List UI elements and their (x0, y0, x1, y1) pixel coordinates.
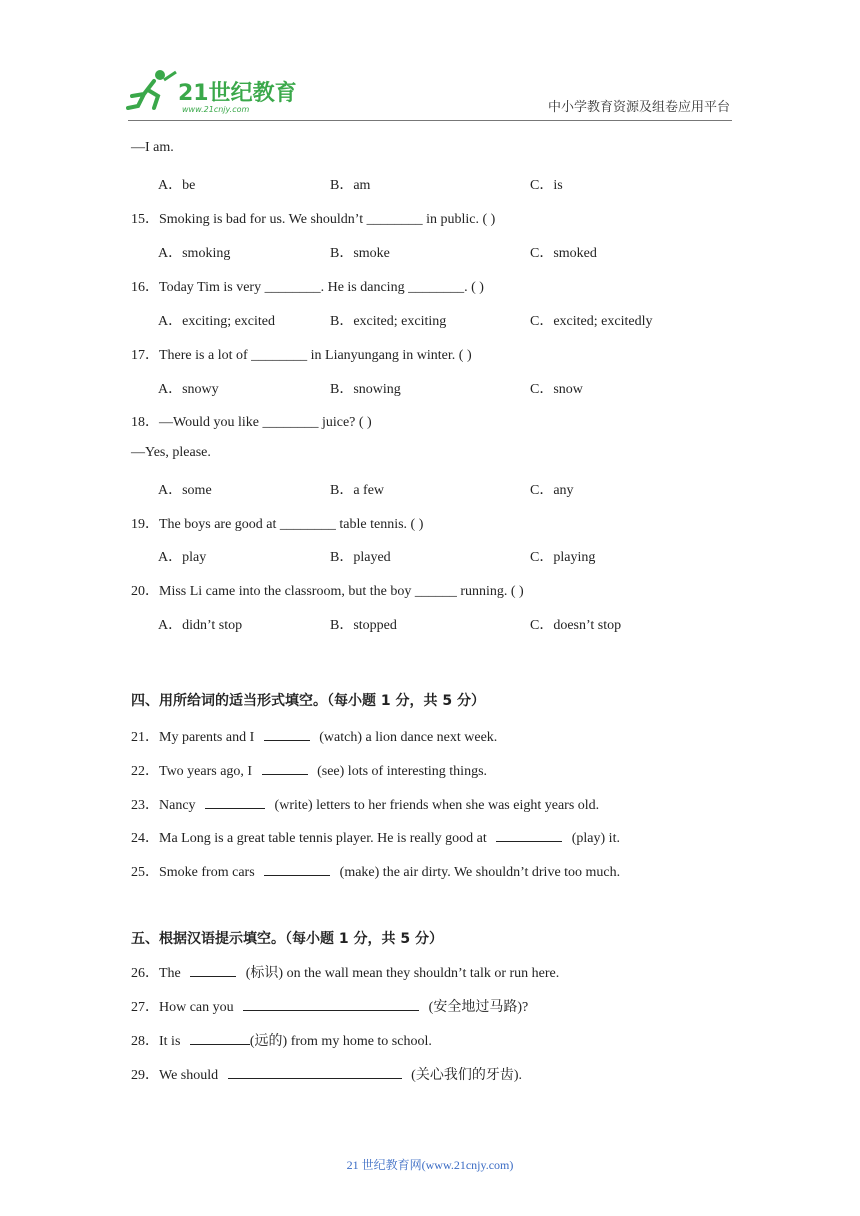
q26-text-after: (标识) on the wall mean they shouldn’t talk or run here. (242, 966, 560, 981)
q28-answer-blank[interactable] (190, 1032, 250, 1045)
q24-text-after: (play) it. (568, 831, 620, 846)
q16-text: 16．Today Tim is very ________. He is dancing ________. ( ) (131, 280, 484, 295)
q17-option-a: A．snowy (158, 382, 219, 397)
q21-answer-blank[interactable] (264, 728, 310, 741)
q19-option-b: B．played (330, 550, 391, 565)
q21-line (131, 726, 497, 746)
q16-option-c: C．excited; excitedly (530, 314, 653, 329)
q20-option-b: B．stopped (330, 618, 397, 633)
q17-option-c: C．snow (530, 382, 583, 397)
q18-text: 18．—Would you like ________ juice? ( ) (131, 415, 372, 430)
q20-option-a: A．didn’t stop (158, 618, 243, 633)
q28-line (131, 1030, 432, 1050)
q24-text-before: 24．Ma Long is a great table tennis player. He is really good at (131, 831, 491, 846)
q25-text-after: (make) the air dirty. We shouldn’t drive too much. (336, 865, 621, 880)
q26-text-before: 26．The (131, 966, 185, 981)
q20-option-c: C．doesn’t stop (530, 618, 622, 633)
q25-line (131, 861, 620, 881)
q19-option-a: A．play (158, 550, 207, 565)
q14-option-c: C．is (530, 178, 563, 193)
q25-text-before: 25．Smoke from cars (131, 865, 259, 880)
q21-text-before: 21．My parents and I (131, 730, 258, 745)
section-4-title: 四、用所给词的适当形式填空。（每小题 1 分，共 5 分） (131, 693, 485, 709)
q16-option-b: B．excited; exciting (330, 314, 447, 329)
q26-line (131, 962, 559, 982)
q15-option-b: B．smoke (330, 246, 390, 261)
q15-option-a: A．smoking (158, 246, 231, 261)
q23-text-before: 23．Nancy (131, 798, 200, 813)
q20-text: 20．Miss Li came into the classroom, but the boy ______ running. ( ) (131, 584, 524, 599)
q18-option-a: A．some (158, 483, 212, 498)
q24-line (131, 827, 620, 847)
q15-text: 15．Smoking is bad for us. We shouldn’t ________ in public. ( ) (131, 212, 496, 227)
q29-answer-blank[interactable] (228, 1066, 402, 1079)
q26-answer-blank[interactable] (190, 964, 236, 977)
q27-line (131, 996, 528, 1016)
q14-option-b: B．am (330, 178, 371, 193)
logo-text: 21世纪教育 (178, 81, 297, 106)
footer-link[interactable]: 21 世纪教育网(www.21cnjy.com) (346, 1158, 514, 1172)
section-5-title: 五、根据汉语提示填空。（每小题 1 分，共 5 分） (131, 931, 443, 947)
q14-option-a: A．be (158, 178, 196, 193)
q21-text-after: (watch) a lion dance next week. (315, 730, 498, 745)
q19-text: 19．The boys are good at ________ table tennis. ( ) (131, 517, 424, 532)
q18-option-c: C．any (530, 483, 574, 498)
q17-option-b: B．snowing (330, 382, 401, 397)
q23-text-after: (write) letters to her friends when she was eight years old. (271, 798, 600, 813)
logo-21cnjy (124, 66, 304, 116)
q17-text: 17．There is a lot of ________ in Lianyungang in winter. ( ) (131, 348, 472, 363)
q27-text-before: 27．How can you (131, 1000, 238, 1015)
q27-answer-blank[interactable] (243, 998, 419, 1011)
page-header (0, 0, 860, 122)
q28-text-after: (远的) from my home to school. (249, 1034, 432, 1049)
q22-line (131, 760, 487, 780)
q22-text-after: (see) lots of interesting things. (313, 764, 488, 779)
q27-text-after: (安全地过马路)? (425, 1000, 529, 1015)
q29-line (131, 1064, 522, 1084)
q23-line (131, 794, 599, 814)
q25-answer-blank[interactable] (264, 863, 330, 876)
header-platform-text: 中小学教育资源及组卷应用平台 (547, 100, 730, 115)
q15-option-c: C．smoked (530, 246, 597, 261)
q18-answer-line: —Yes, please. (131, 445, 211, 460)
q22-text-before: 22．Two years ago, I (131, 764, 256, 779)
q24-answer-blank[interactable] (496, 829, 562, 842)
q29-text-after: (关心我们的牙齿). (407, 1068, 522, 1083)
q19-option-c: C．playing (530, 550, 596, 565)
q18-option-b: B．a few (330, 483, 385, 498)
q23-answer-blank[interactable] (205, 796, 265, 809)
header-divider (128, 120, 732, 121)
logo-url: www.21cnjy.com (182, 105, 250, 114)
q16-option-a: A．exciting; excited (158, 314, 276, 329)
q28-text-before: 28．It is (131, 1034, 184, 1049)
q22-answer-blank[interactable] (262, 762, 308, 775)
q29-text-before: 29．We should (131, 1068, 222, 1083)
q14-answer-line: —I am. (131, 140, 174, 155)
